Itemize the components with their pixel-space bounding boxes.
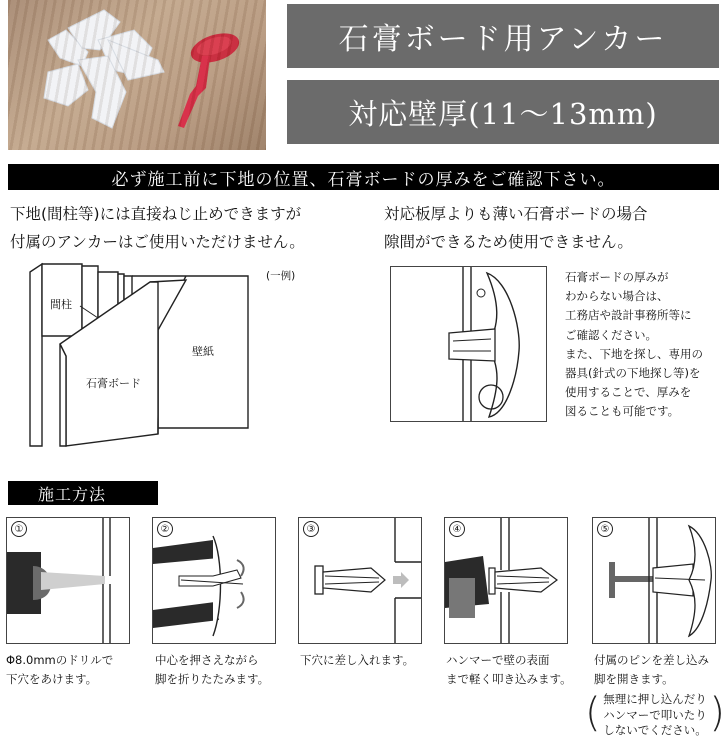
thin-board-diagram <box>390 266 547 422</box>
note-thin-board-warning <box>384 200 648 256</box>
advice-line: 工務店や設計事務所等に <box>565 308 692 323</box>
anchor-gap-illustration <box>391 267 547 422</box>
step-2-line1: 中心を押さえながら <box>155 653 259 667</box>
step-4-caption <box>446 651 572 689</box>
fold-legs-illustration <box>153 518 276 644</box>
step-5-caption <box>594 651 709 689</box>
product-title: 石膏ボード用アンカー <box>287 4 719 68</box>
caution-note <box>585 690 725 739</box>
installation-method-header: 施工方法 <box>8 481 158 505</box>
wallpaper-label: 壁紙 <box>192 345 214 358</box>
note-stud-warning <box>10 200 305 256</box>
step-5-line1: 付属のピンを差し込み <box>594 653 709 667</box>
step-3-line1: 下穴に差し入れます。 <box>300 653 415 667</box>
step-2-line2: 脚を折りたたみます。 <box>155 672 270 686</box>
step-3-panel <box>298 517 422 644</box>
step-1-line2: 下穴をあけます。 <box>6 672 98 686</box>
note-thin-line1: 対応板厚よりも薄い石膏ボードの場合 <box>384 205 648 223</box>
wall-structure-diagram <box>20 260 260 452</box>
caution-line3: しないでください。 <box>603 723 707 737</box>
step-3-caption <box>300 651 414 670</box>
advice-line: ご確認ください。 <box>565 327 657 342</box>
step-4-panel <box>444 517 568 644</box>
note-stud-line1: 下地(間柱等)には直接ねじ止めできますが <box>10 205 302 223</box>
step-4-line2: まで軽く叩き込みます。 <box>446 672 572 686</box>
step-1-caption <box>6 651 113 689</box>
step-4-number: ④ <box>449 521 465 537</box>
drill-illustration <box>7 518 130 644</box>
insert-anchor-illustration <box>299 518 422 644</box>
advice-line: また、下地を探し、専用の <box>565 346 703 361</box>
board-thickness-advice <box>565 268 703 422</box>
right-paren-icon: ) <box>709 690 725 736</box>
step-1-number: ① <box>11 521 27 537</box>
step-5-line2: 脚を開きます。 <box>594 672 674 686</box>
advice-line: 図ることも可能です。 <box>565 404 680 419</box>
step-1-line1: Φ8.0mmのドリルで <box>6 653 114 667</box>
note-stud-line2: 付属のアンカーはご使用いただけません。 <box>10 233 305 251</box>
advice-line: 使用することで、厚みを <box>565 385 692 400</box>
step-2-number: ② <box>157 521 173 537</box>
step-3-number: ③ <box>303 521 319 537</box>
advice-line: 器具(針式の下地探し等)を <box>565 366 701 381</box>
step-2-panel <box>152 517 276 644</box>
warning-banner: 必ず施工前に下地の位置、石膏ボードの厚みをご確認下さい。 <box>8 164 719 190</box>
caution-line2: ハンマーで叩いたり <box>603 707 707 722</box>
example-label: (一例) <box>266 270 296 282</box>
caution-line1: 無理に押し込んだり <box>603 692 707 706</box>
product-photo <box>8 0 266 150</box>
wall-thickness-title: 対応壁厚(11～13mm) <box>287 80 719 144</box>
step-4-line1: ハンマーで壁の表面 <box>446 653 550 667</box>
step-5-panel <box>592 517 716 644</box>
stud-label: 間柱 <box>50 298 72 311</box>
insert-pin-illustration <box>593 518 716 644</box>
hammer-illustration <box>445 518 568 644</box>
advice-line: 石膏ボードの厚みが <box>565 270 669 284</box>
step-1-panel <box>6 517 130 644</box>
advice-line: わからない場合は、 <box>565 289 669 304</box>
step-2-caption <box>155 651 269 689</box>
step-5-number: ⑤ <box>597 521 613 537</box>
note-thin-line2: 隙間ができるため使用できません。 <box>384 233 633 251</box>
gypsum-board-label: 石膏ボード <box>86 377 141 390</box>
left-paren-icon: ( <box>585 690 601 736</box>
